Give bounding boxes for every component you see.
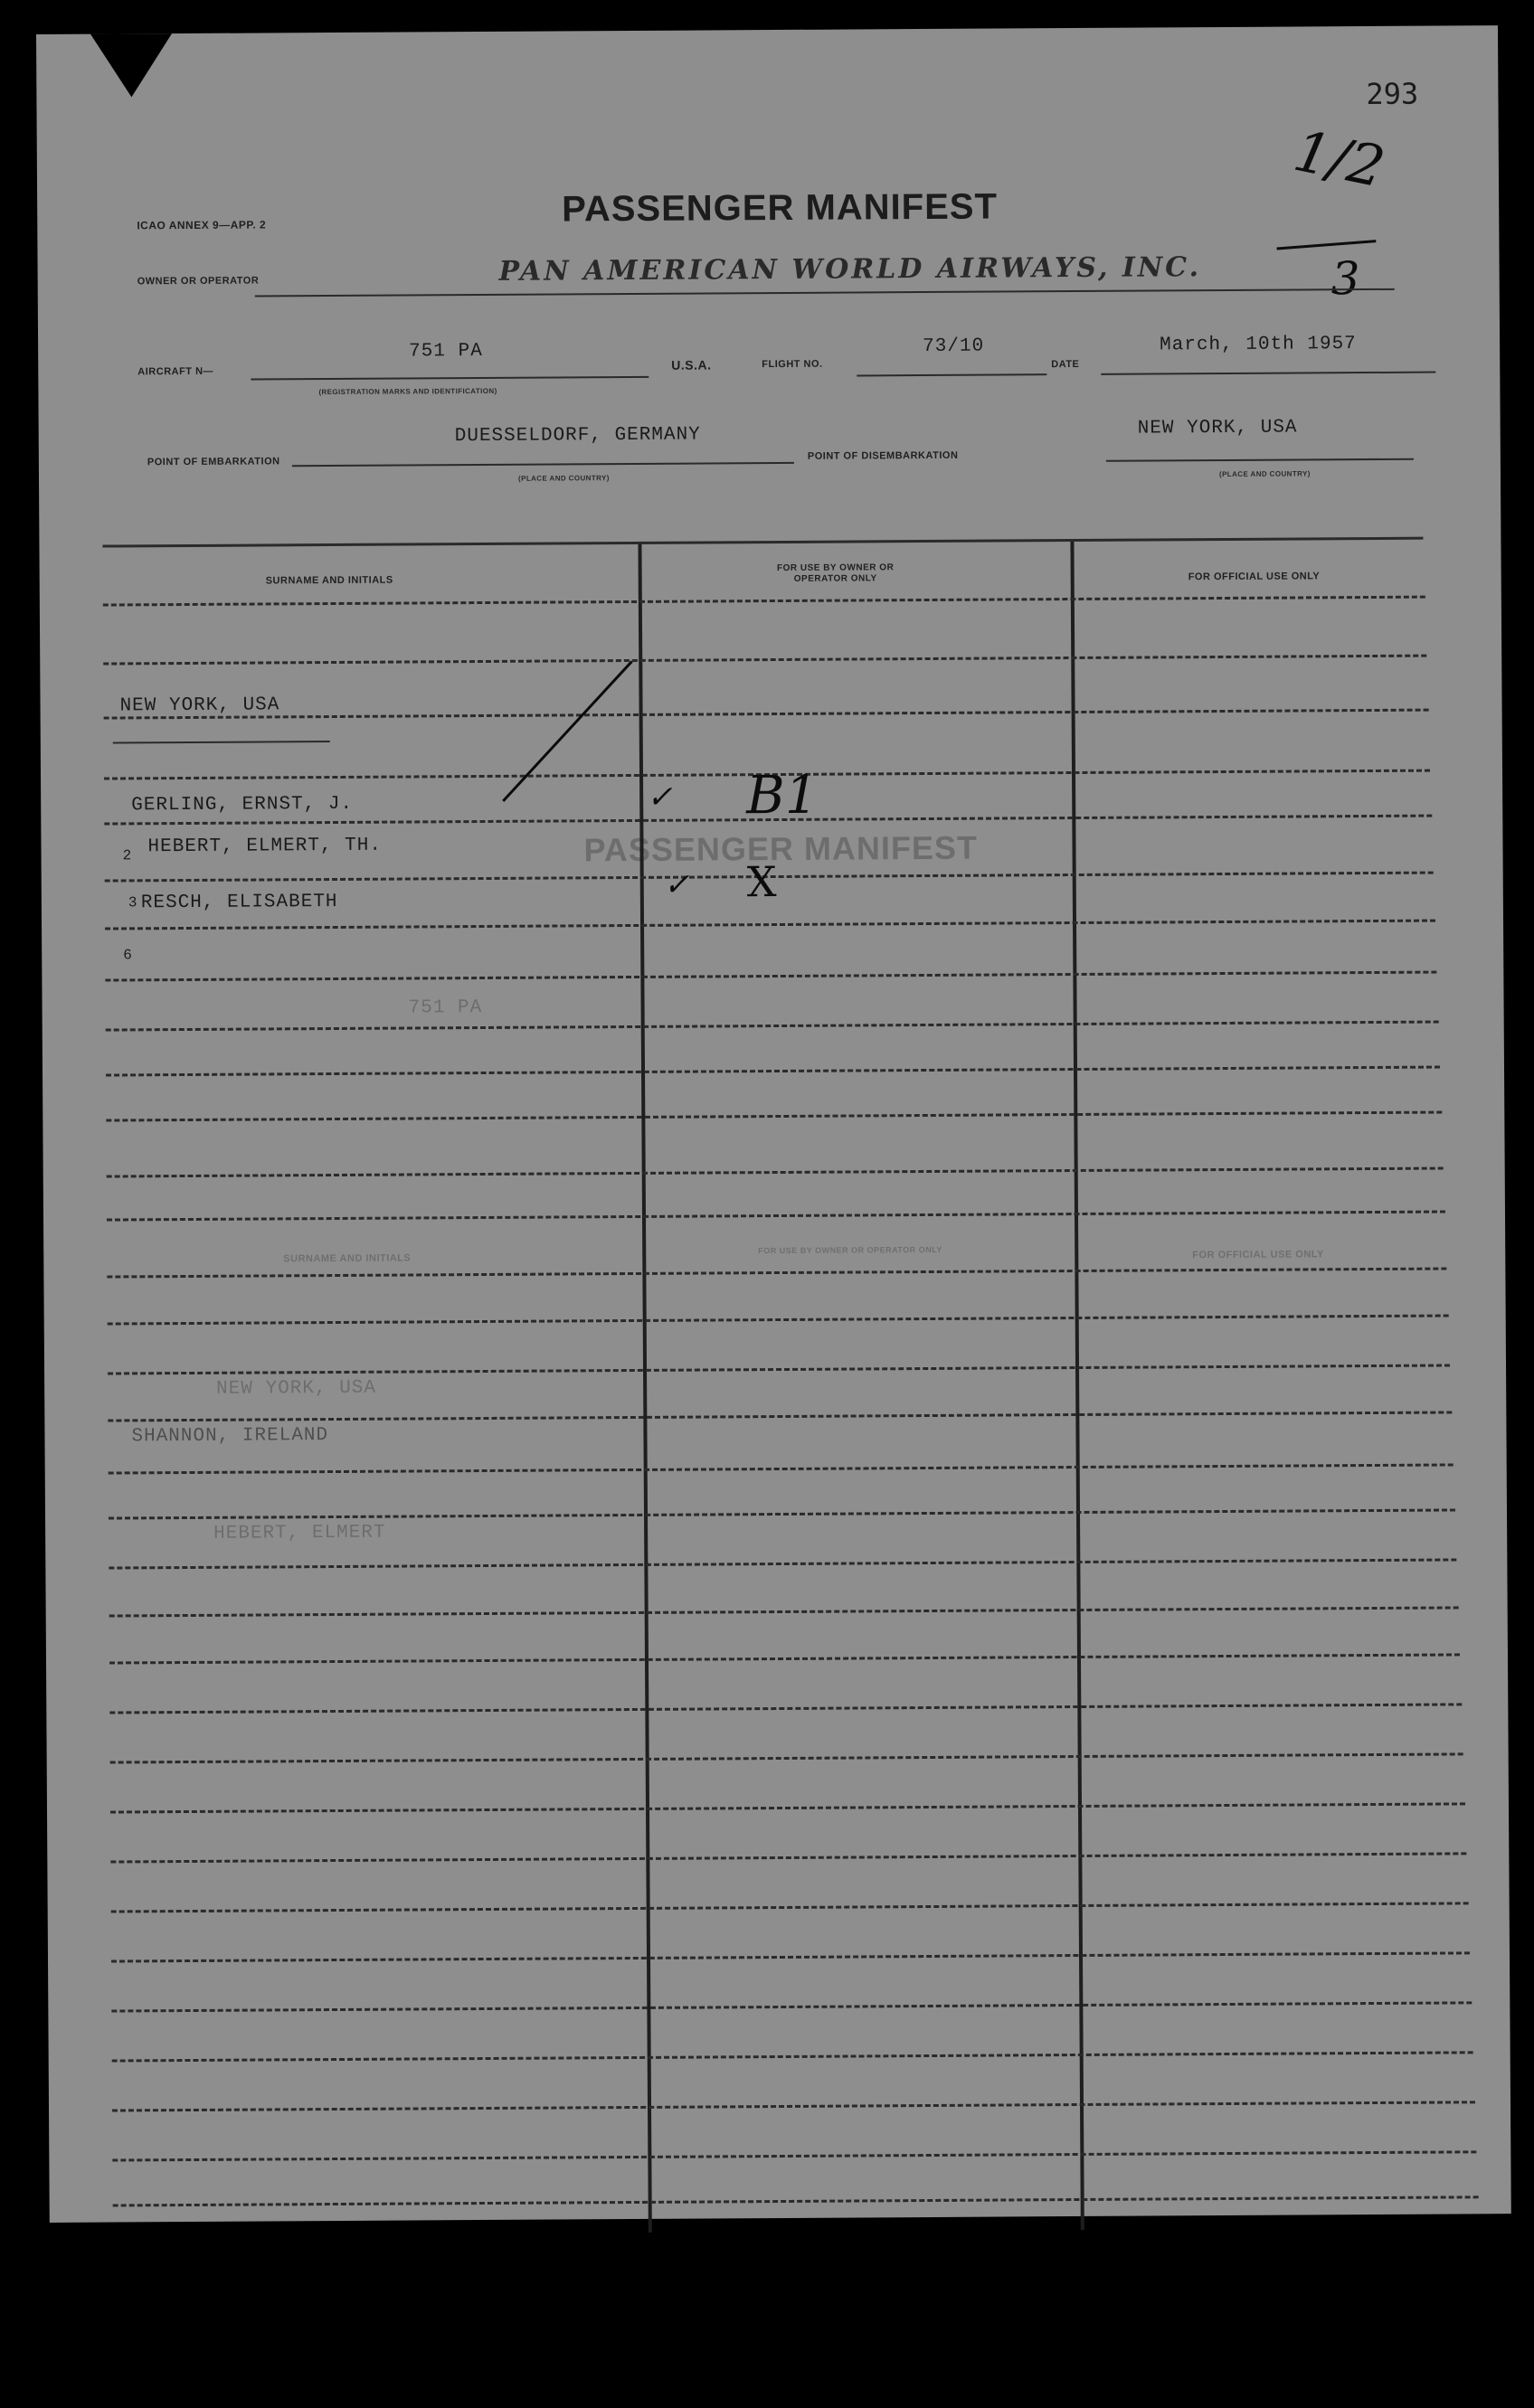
row-1-check-mark: ✓: [647, 779, 673, 816]
ruled-line: [103, 655, 1426, 666]
aircraft-caption: (REGISTRATION MARKS AND IDENTIFICATION): [318, 386, 497, 397]
form-reference: ICAO ANNEX 9—APP. 2: [137, 218, 267, 232]
ruled-line: [110, 1852, 1466, 1863]
torn-corner: [90, 33, 172, 98]
ruled-line: [103, 596, 1425, 607]
disembark-underline: [1106, 458, 1414, 462]
flight-number: 73/10: [923, 335, 985, 358]
embark-caption: (PLACE AND COUNTRY): [517, 474, 610, 483]
ruled-line: [112, 2101, 1474, 2111]
embark-value: DUESSELDORF, GERMANY: [454, 424, 701, 448]
disembark-caption: (PLACE AND COUNTRY): [1218, 469, 1311, 479]
ruled-line: [108, 1411, 1451, 1421]
row-3-check-mark: ✓: [663, 866, 690, 903]
ruled-line: [111, 2001, 1471, 2012]
owner-underline: [255, 288, 1395, 297]
ruled-line: [102, 537, 1423, 548]
ghost-column-operator: FOR USE BY OWNER OR OPERATOR ONLY: [758, 1244, 942, 1256]
date-value: March, 10th 1957: [1160, 334, 1357, 356]
ruled-line: [106, 1021, 1438, 1032]
ruled-line: [109, 1653, 1460, 1664]
aircraft-label: AIRCRAFT N—: [137, 365, 214, 378]
handwritten-slash: [502, 660, 632, 801]
embark-label: POINT OF EMBARKATION: [147, 456, 280, 468]
ruled-line: [104, 709, 1428, 720]
ghost-column-surname: SURNAME AND INITIALS: [283, 1252, 412, 1265]
ruled-line: [110, 1802, 1464, 1813]
ruled-line: [113, 2196, 1478, 2206]
ruled-line: [109, 1703, 1461, 1714]
aircraft-underline: [251, 376, 649, 381]
column-header-operator: FOR USE BY OWNER OR OPERATOR ONLY: [776, 562, 895, 584]
date-label: DATE: [1051, 358, 1080, 371]
ruled-line: [107, 1267, 1446, 1278]
column-header-official: FOR OFFICIAL USE ONLY: [1188, 571, 1321, 583]
page-title: PASSENGER MANIFEST: [562, 186, 999, 230]
ruled-line: [112, 2051, 1473, 2062]
flight-underline: [857, 373, 1046, 376]
disembark-value: NEW YORK, USA: [1137, 417, 1298, 439]
ruled-line: [109, 1606, 1458, 1617]
handwritten-fraction-top: 1/2: [1288, 117, 1390, 201]
ruled-line: [106, 1066, 1440, 1077]
ghost-column-official: FOR OFFICIAL USE ONLY: [1192, 1249, 1324, 1261]
ruled-line: [111, 1902, 1468, 1912]
ghost-name: HEBERT, ELMERT: [213, 1522, 386, 1544]
date-underline: [1101, 372, 1435, 375]
row-2-number: 2: [122, 847, 133, 864]
ghost-heading: NEW YORK, USA: [216, 1377, 377, 1400]
ghost-aircraft: 751 PA: [408, 997, 483, 1019]
handwritten-fraction-bottom: 3: [1330, 252, 1360, 306]
flight-prefix: U.S.A.: [671, 357, 712, 373]
handwritten-x: X: [746, 857, 777, 907]
row-3-name: RESCH, ELISABETH: [140, 891, 338, 914]
ghost-title: PASSENGER MANIFEST: [583, 828, 979, 869]
disembark-label: POINT OF DISEMBARKATION: [807, 449, 959, 462]
ruled-line: [108, 1314, 1448, 1325]
owner-label: OWNER OR OPERATOR: [137, 275, 260, 288]
column-header-surname: SURNAME AND INITIALS: [265, 574, 393, 587]
ruled-line: [109, 1463, 1454, 1474]
row-4-number: 6: [123, 947, 133, 964]
row-2-name: HEBERT, ELMERT, TH.: [147, 835, 383, 858]
flight-label: FLIGHT NO.: [762, 358, 823, 371]
ruled-line: [107, 1167, 1444, 1178]
row-1-name: GERLING, ERNST, J.: [131, 793, 354, 817]
ruled-line: [106, 1111, 1441, 1122]
ruled-line: [105, 971, 1436, 982]
column-divider-2: [1070, 539, 1084, 2230]
ruled-line: [105, 920, 1435, 930]
manifest-sheet: [36, 25, 1511, 2223]
owner-value: PAN AMERICAN WORLD AIRWAYS, INC.: [498, 251, 1202, 288]
row-3-number: 3: [128, 894, 138, 911]
ruled-line: [110, 1752, 1463, 1763]
ruled-line: [107, 1211, 1444, 1222]
ruled-line: [108, 1364, 1450, 1374]
aircraft-value: 751 PA: [409, 340, 483, 363]
ruled-line: [112, 2150, 1476, 2161]
fraction-bar: [1276, 240, 1376, 250]
section-heading: NEW YORK, USA: [119, 694, 280, 717]
section-heading-underline: [113, 741, 330, 743]
ruled-lines: [36, 25, 1498, 34]
ruled-line: [109, 1558, 1456, 1569]
ruled-line: [111, 1951, 1470, 1962]
ruled-line: [109, 1508, 1454, 1519]
ghost-place: SHANNON, IRELAND: [131, 1425, 329, 1448]
page-number: 293: [1366, 76, 1419, 112]
handwritten-b1: B1: [745, 763, 819, 826]
embark-underline: [292, 462, 794, 467]
